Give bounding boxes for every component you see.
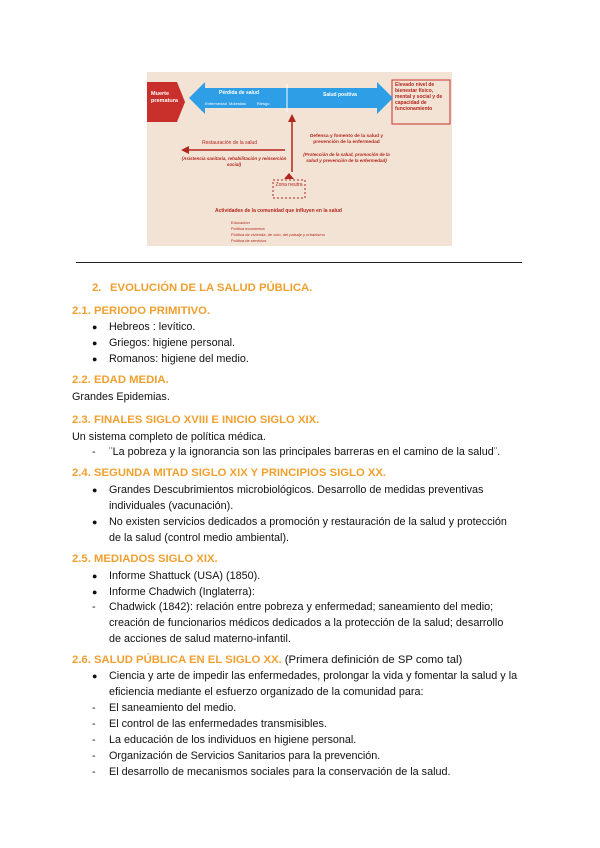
dash-marker: -	[92, 750, 96, 762]
right-box-label: Elevado nivel de bienestar físico, mental y social y de capacidad de funcionamiento	[395, 82, 443, 112]
horizontal-rule	[76, 262, 522, 263]
section-number: 2.	[92, 282, 102, 294]
health-continuum-diagram	[147, 72, 452, 246]
defense-sub: (Protección de la salud, promoción de la salud y prevención de la enfermedad)	[303, 152, 390, 163]
dash-marker: -	[92, 718, 96, 730]
list-item: El saneamiento del medio.	[109, 702, 237, 714]
dash-marker: -	[92, 446, 96, 458]
dash-marker: -	[92, 766, 96, 778]
list-item: Hebreos : levítico.	[109, 321, 196, 333]
list-item: Organización de Servicios Sanitarios para la prevención.	[109, 750, 381, 762]
community-item-2: Política económica	[231, 226, 265, 231]
paragraph: Un sistema completo de política médica.	[72, 431, 266, 443]
blue-arrow-right	[377, 82, 393, 114]
list-item-cont: individuales (vacunación).	[109, 500, 234, 512]
list-item-cont: de acciones de salud materno-infantil.	[109, 633, 291, 645]
bullet: ●	[92, 485, 98, 495]
list-item: Ciencia y arte de impedir las enfermedades, prolongar la vida y fomentar la salud y la	[109, 670, 518, 682]
left-arrow-sub-1: Enfermedad	[205, 101, 227, 106]
list-item-cont: creación de funcionarios médicos dedicados a la protección de la salud; desarrollo	[109, 617, 504, 629]
community-item-3: Política de vivienda, de ocio, del paisaje y urbanismo	[231, 232, 325, 237]
bullet: ●	[92, 322, 98, 332]
heading-2-3: 2.3. FINALES SIGLO XVIII E INICIO SIGLO XIX.	[72, 414, 320, 426]
defense-arrowhead	[288, 114, 296, 122]
list-item: Grandes Descubrimientos microbiológicos. Desarrollo de medidas preventivas	[109, 484, 484, 496]
section-title: EVOLUCIÓN DE LA SALUD PÚBLICA.	[110, 282, 313, 294]
restoration-label: Restauración de la salud	[202, 140, 258, 146]
list-item: Informe Chadwich (Inglaterra):	[109, 586, 255, 598]
bullet: ●	[92, 671, 98, 681]
defense-label: Defensa y fomento de la salud y prevención de la enfermedad	[309, 134, 384, 145]
list-item: El desarrollo de mecanismos sociales para la conservación de la salud.	[109, 766, 451, 778]
bullet: ●	[92, 338, 98, 348]
left-arrow-label: Pérdida de salud	[219, 90, 260, 96]
neutral-zone-arrow	[284, 173, 294, 179]
list-item: Romanos: higiene del medio.	[109, 353, 249, 365]
blue-arrow-left	[189, 82, 205, 114]
paragraph: Grandes Epidemias.	[72, 391, 170, 403]
list-item: No existen servicios dedicados a promoción y restauración de la salud y protección	[109, 516, 507, 528]
bullet: ●	[92, 587, 98, 597]
neutral-zone-label: Zona neutra	[275, 182, 303, 188]
list-item: Chadwick (1842): relación entre pobreza y enfermedad; saneamiento del medio;	[109, 601, 494, 613]
right-arrow-label: Salud positiva	[323, 92, 357, 98]
bullet: ●	[92, 571, 98, 581]
dash-marker: -	[92, 702, 96, 714]
restoration-arrowhead	[181, 146, 189, 154]
dash-marker: -	[92, 601, 96, 613]
heading-2-2: 2.2. EDAD MEDIA.	[72, 374, 169, 386]
list-item: Informe Shattuck (USA) (1850).	[109, 570, 261, 582]
left-arrow-sub-3: Riesgo	[257, 101, 270, 106]
heading-2-6-suffix: (Primera definición de SP como tal)	[281, 654, 463, 666]
list-item: La educación de los individuos en higiene personal.	[109, 734, 357, 746]
list-item-cont: eficiencia mediante el esfuerzo organizado de la comunidad para:	[109, 686, 424, 698]
left-box-label: Muerte prematura	[151, 91, 178, 104]
list-item: Griegos: higiene personal.	[109, 337, 236, 349]
left-arrow-sub-2: Molestias	[229, 101, 246, 106]
community-item-1: Educación	[231, 220, 250, 225]
heading-2-5: 2.5. MEDIADOS SIGLO XIX.	[72, 553, 218, 565]
list-item: El control de las enfermedades transmisibles.	[109, 718, 327, 730]
restoration-sub: (Asistencia sanitaria, rehabilitación y reinserción social)	[181, 156, 287, 167]
bullet: ●	[92, 354, 98, 364]
heading-2-6	[72, 654, 462, 666]
heading-2-1: 2.1. PERIODO PRIMITIVO.	[72, 305, 211, 317]
heading-2-6-title: 2.6. SALUD PÚBLICA EN EL SIGLO XX.	[72, 654, 282, 666]
community-label: Actividades de la comunidad que influyen en la salud	[215, 208, 342, 214]
dash-marker: -	[92, 734, 96, 746]
bullet: ●	[92, 517, 98, 527]
list-item: ¨La pobreza y la ignorancia son las principales barreras en el camino de la salud¨.	[109, 446, 501, 458]
community-item-4: Política de servicios	[231, 238, 267, 243]
list-item-cont: de la salud (control medio ambiental).	[109, 532, 290, 544]
heading-2-4: 2.4. SEGUNDA MITAD SIGLO XIX Y PRINCIPIOS SIGLO XX.	[72, 467, 387, 479]
